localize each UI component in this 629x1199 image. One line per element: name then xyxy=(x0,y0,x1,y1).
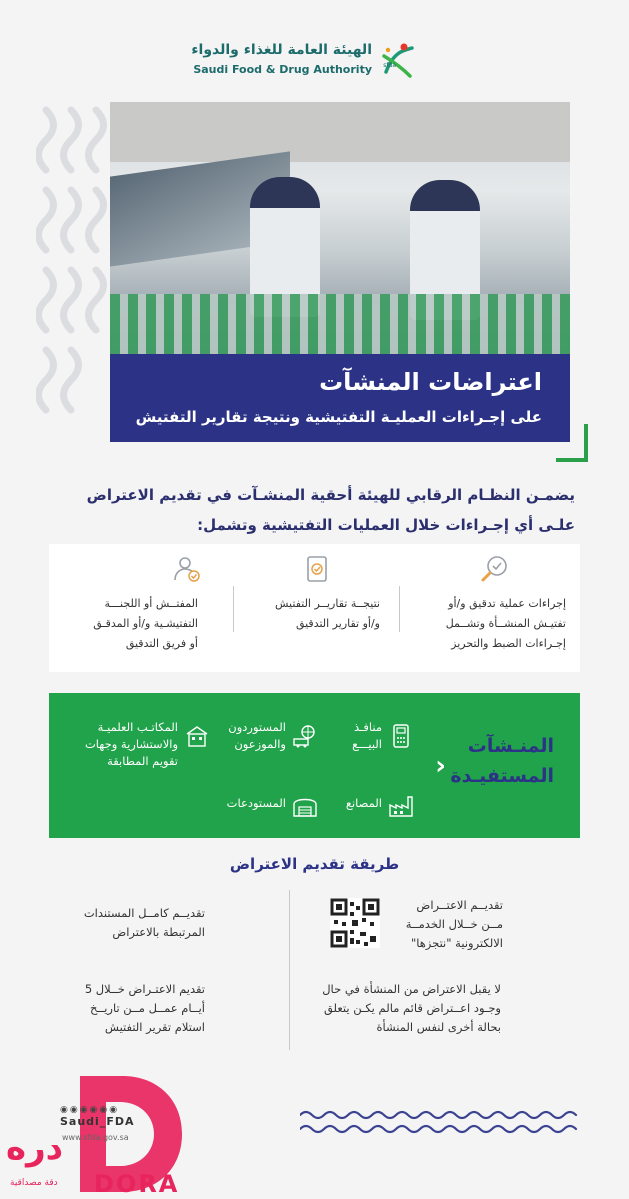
qr-code[interactable] xyxy=(330,898,380,948)
office-building-icon xyxy=(184,723,210,749)
beneficiaries-panel xyxy=(49,693,580,838)
social-handle xyxy=(60,1105,134,1128)
pos-terminal-icon xyxy=(388,723,414,749)
include-item: المفتــش أو اللجنـــة التفتيشـية و/أو المدقـق أو فريق التدقيق xyxy=(54,544,222,672)
website-url[interactable]: www.sfda.gov.sa xyxy=(62,1133,129,1142)
report-check-icon xyxy=(302,554,332,584)
corner-bracket xyxy=(556,424,588,462)
beneficiary-item: المصانع xyxy=(344,789,414,825)
includes-card xyxy=(49,544,580,672)
sfda-logo-icon xyxy=(380,42,416,80)
watermark-ar-sub: دقة مصداقية xyxy=(10,1178,58,1188)
hero-title: اعتراضات المنشآت xyxy=(319,368,542,396)
decorative-waves xyxy=(300,1107,580,1141)
magnifier-check-icon xyxy=(480,554,510,584)
beneficiary-item: المستوردون والموزعون xyxy=(218,719,318,755)
social-icons: ◉◉◉◉◉◉ xyxy=(60,1105,120,1115)
chevron-left-icon: ‹ xyxy=(435,751,446,781)
logo-label: sfda xyxy=(383,62,396,69)
globe-truck-icon xyxy=(292,723,318,749)
inspection-photo xyxy=(110,102,570,354)
hero-banner xyxy=(110,354,570,442)
decorative-waves xyxy=(36,100,116,460)
beneficiaries-title: المنـشآت المستفيـدة xyxy=(450,735,554,787)
beneficiary-item: المستودعات xyxy=(218,789,318,825)
method-title: طريقة تقديم الاعتراض xyxy=(229,855,400,873)
watermark-en: DORA xyxy=(94,1170,180,1198)
factory-icon xyxy=(388,793,414,819)
user-check-icon xyxy=(172,554,202,584)
header xyxy=(190,38,430,82)
hero-section xyxy=(110,102,570,442)
hero-subtitle: على إجـراءات العمليـة التفتيشية ونتيجة تقارير التفتيش xyxy=(135,408,542,426)
intro-text: يضمـن النظـام الرقابي للهيئة أحقية المنشـآت في تقديم الاعتراض علـى أي إجـراءات خلال العمليات التفتيشية وتشمل: xyxy=(86,486,575,534)
warehouse-icon xyxy=(292,793,318,819)
include-item: نتيجــة تقاريــر التفتيش و/أو تقارير التدقيق xyxy=(232,544,400,672)
beneficiary-item: المكاتـب العلميـة والاستشارية وجهات تقويم المطابقة xyxy=(70,719,210,773)
watermark-ar: دره xyxy=(6,1128,64,1168)
social-handle-text: Saudi_FDA xyxy=(60,1115,135,1128)
beneficiary-item: منافـذ البيـــع xyxy=(344,719,414,755)
org-name-en: Saudi Food & Drug Authority xyxy=(193,63,372,76)
include-item: إجراءات عملية تدقيق و/أو تفتيـش المنشــأة وتشــمل إجـراءات الضبط والتحريز xyxy=(412,544,580,672)
org-name-ar: الهيئة العامة للغذاء والدواء xyxy=(191,42,372,58)
method-divider xyxy=(289,890,290,1050)
